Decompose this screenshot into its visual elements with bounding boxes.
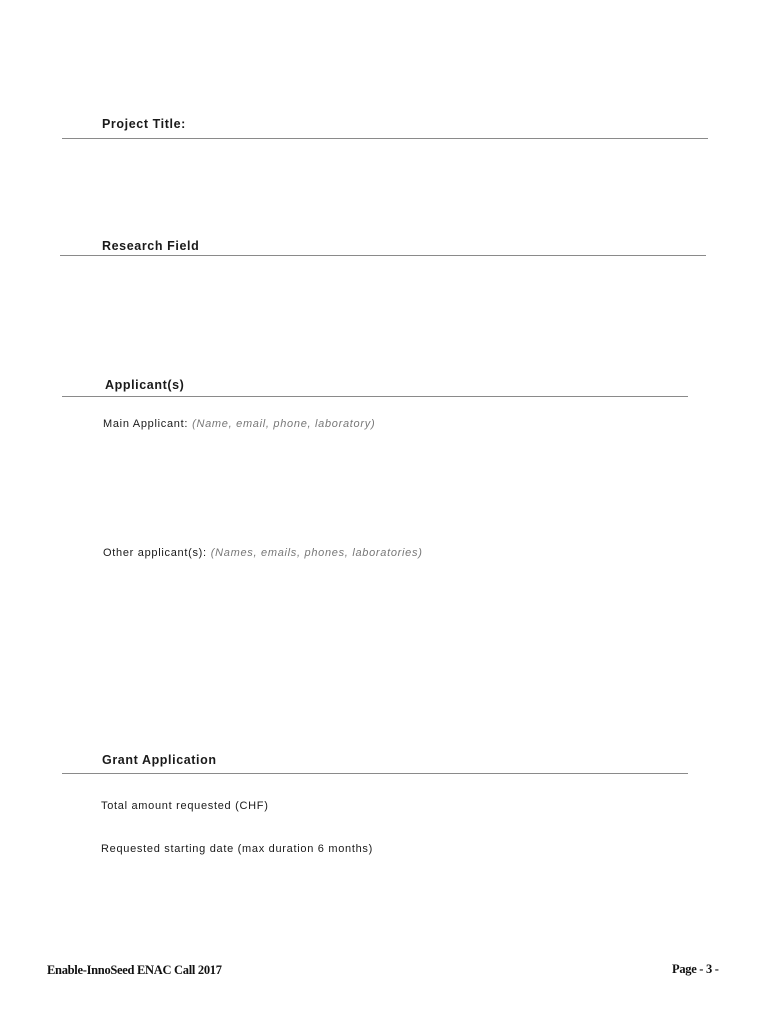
research-field-heading: Research Field bbox=[102, 239, 200, 253]
main-applicant-hint: (Name, email, phone, laboratory) bbox=[192, 418, 376, 430]
footer-call-name: Enable-InnoSeed ENAC Call 2017 bbox=[47, 963, 222, 977]
project-title-divider bbox=[62, 138, 708, 139]
starting-date-label: Requested starting date (max duration 6 months) bbox=[101, 843, 373, 855]
applicants-divider bbox=[62, 396, 688, 397]
main-applicant-label: Main Applicant: bbox=[103, 418, 189, 430]
footer-page-number: Page - 3 - bbox=[672, 962, 719, 976]
main-applicant-row bbox=[103, 418, 375, 430]
other-applicants-row bbox=[103, 547, 423, 559]
other-applicants-hint: (Names, emails, phones, laboratories) bbox=[210, 547, 423, 559]
project-title-heading: Project Title: bbox=[102, 117, 186, 131]
grant-application-heading: Grant Application bbox=[102, 753, 217, 767]
other-applicants-label: Other applicant(s): bbox=[103, 547, 207, 559]
research-field-divider bbox=[60, 255, 706, 256]
grant-application-divider bbox=[62, 773, 688, 774]
applicants-heading: Applicant(s) bbox=[105, 378, 185, 392]
total-amount-label: Total amount requested (CHF) bbox=[101, 800, 269, 812]
